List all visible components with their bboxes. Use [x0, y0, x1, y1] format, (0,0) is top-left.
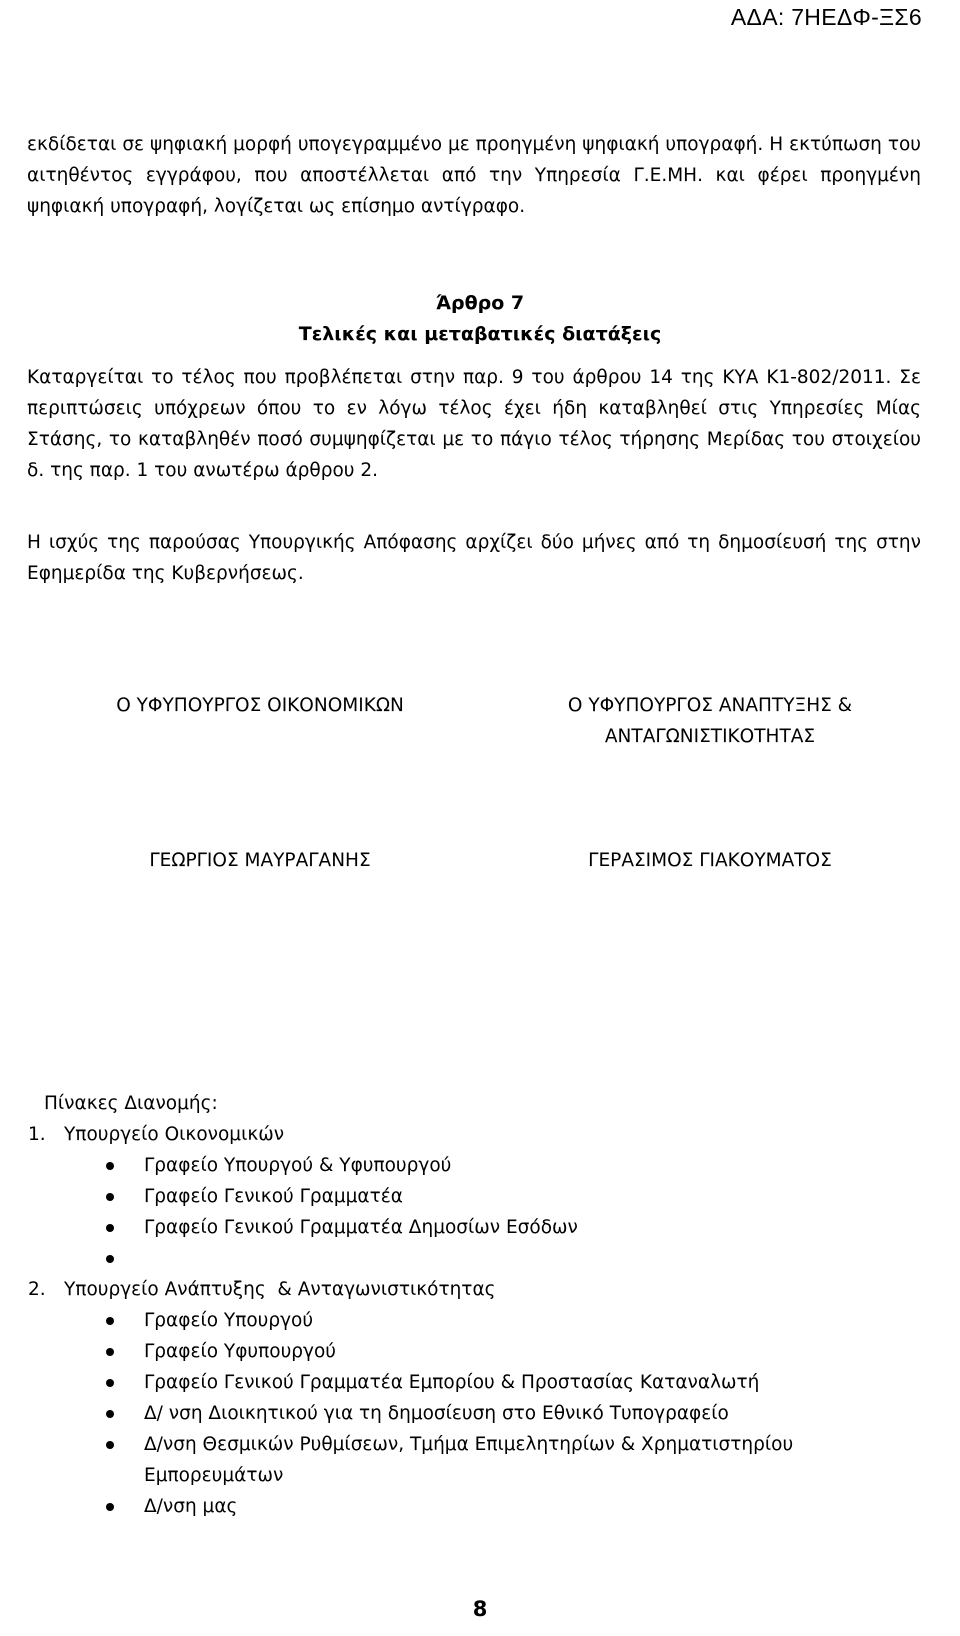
bullet-icon: [106, 1317, 114, 1325]
signatory-right-role: Ο ΥΦΥΠΟΥΡΓΟΣ ΑΝΑΠΤΥΞΗΣ & ΑΝΤΑΓΩΝΙΣΤΙΚΟΤΗΤΑΣ: [567, 695, 853, 747]
ministry-heading: [28, 1274, 928, 1305]
list-item-label: Δ/ νση Διοικητικού για τη δημοσίευση στο Εθνικό Τυπογραφείο: [144, 1403, 729, 1424]
ministry-name: Υπουργείο Ανάπτυξης & Ανταγωνιστικότητας: [64, 1279, 496, 1300]
ministry-number: 2.: [28, 1279, 46, 1300]
distribution-title: Πίνακες Διανομής:: [44, 1093, 218, 1114]
bullet-icon: [106, 1379, 114, 1387]
list-item-label: Γραφείο Υφυπουργού: [144, 1341, 336, 1362]
list-item: [28, 1150, 928, 1181]
list-item: [28, 1429, 928, 1491]
ministry-number: 1.: [28, 1124, 46, 1145]
list-item: [28, 1305, 928, 1336]
list-item-label: Γραφείο Υπουργού & Υφυπουργού: [144, 1155, 452, 1176]
list-item: [28, 1398, 928, 1429]
list-item: [28, 1181, 928, 1212]
bullet-icon: [106, 1410, 114, 1418]
list-item: [28, 1243, 928, 1274]
ministry-name: Υπουργείο Οικονομικών: [64, 1124, 285, 1145]
intro-paragraph: εκδίδεται σε ψηφιακή μορφή υπογεγραμμένο με προηγμένη ψηφιακή υπογραφή. Η εκτύπωση του αιτηθέντος εγγράφου, που αποστέλλεται από την Υπηρεσία Γ.Ε.ΜΗ. και φέρει προηγμένη ψηφιακή υπογραφή, λογίζεται ως επίσημο αντίγραφο.: [27, 134, 921, 217]
list-item-label: Γραφείο Γενικού Γραμματέα: [144, 1186, 403, 1207]
list-item-label: Γραφείο Υπουργού: [144, 1310, 314, 1331]
list-item: [28, 1491, 928, 1522]
list-item-label: Δ/νση μας: [144, 1496, 238, 1517]
bullet-icon: [106, 1224, 114, 1232]
article-paragraph-2: Η ισχύς της παρούσας Υπουργικής Απόφασης αρχίζει δύο μήνες από τη δημοσίευσή της στην Εφημερίδα της Κυβερνήσεως.: [27, 532, 921, 584]
list-item-label: Γραφείο Γενικού Γραμματέα Εμπορίου & Προστασίας Καταναλωτή: [144, 1372, 760, 1393]
list-item-label: Γραφείο Γενικού Γραμματέα Δημοσίων Εσόδων: [144, 1217, 578, 1238]
bullet-icon: [106, 1503, 114, 1511]
list-item: [28, 1367, 928, 1398]
bullet-icon: [106, 1348, 114, 1356]
bullet-icon: [106, 1441, 114, 1449]
signatory-left-name: ΓΕΩΡΓΙΟΣ ΜΑΥΡΑΓΑΝΗΣ: [149, 850, 371, 871]
bullet-icon: [106, 1255, 114, 1263]
ministry-heading: [28, 1119, 928, 1150]
ada-code: ΑΔΑ: 7ΗΕΔΦ-ΞΣ6: [730, 4, 922, 30]
distribution-list: [28, 1088, 928, 1522]
bullet-icon: [106, 1193, 114, 1201]
list-item-label: Δ/νση Θεσμικών Ρυθμίσεων, Τμήμα Επιμελητηρίων & Χρηματιστηρίου Εμπορευμάτων: [144, 1434, 794, 1486]
signatory-left-role: Ο ΥΦΥΠΟΥΡΓΟΣ ΟΙΚΟΝΟΜΙΚΩΝ: [116, 695, 404, 716]
signatory-right-name: ΓΕΡΑΣΙΜΟΣ ΓΙΑΚΟΥΜΑΤΟΣ: [588, 850, 832, 871]
list-item: [28, 1336, 928, 1367]
article-paragraph-1: Καταργείται το τέλος που προβλέπεται στην παρ. 9 του άρθρου 14 της ΚΥΑ Κ1-802/2011. Σε περιπτώσεις υπόχρεων όπου το εν λόγω τέλος έχει ήδη καταβληθεί στις Υπηρεσίες Μίας Στάσης, το καταβληθέν ποσό συμψηφίζεται με το πάγιο τέλος τήρησης Μερίδας του στοιχείου δ. της παρ. 1 του ανωτέρω άρθρου 2.: [27, 367, 921, 481]
page-number: 8: [472, 1597, 488, 1621]
article-number: Άρθρο 7: [435, 292, 525, 314]
ministry-recipient-list: [28, 1150, 928, 1274]
article-title: Τελικές και μεταβατικές διατάξεις: [298, 323, 662, 345]
bullet-icon: [106, 1162, 114, 1170]
list-item: [28, 1212, 928, 1243]
ministry-recipient-list: [28, 1305, 928, 1522]
